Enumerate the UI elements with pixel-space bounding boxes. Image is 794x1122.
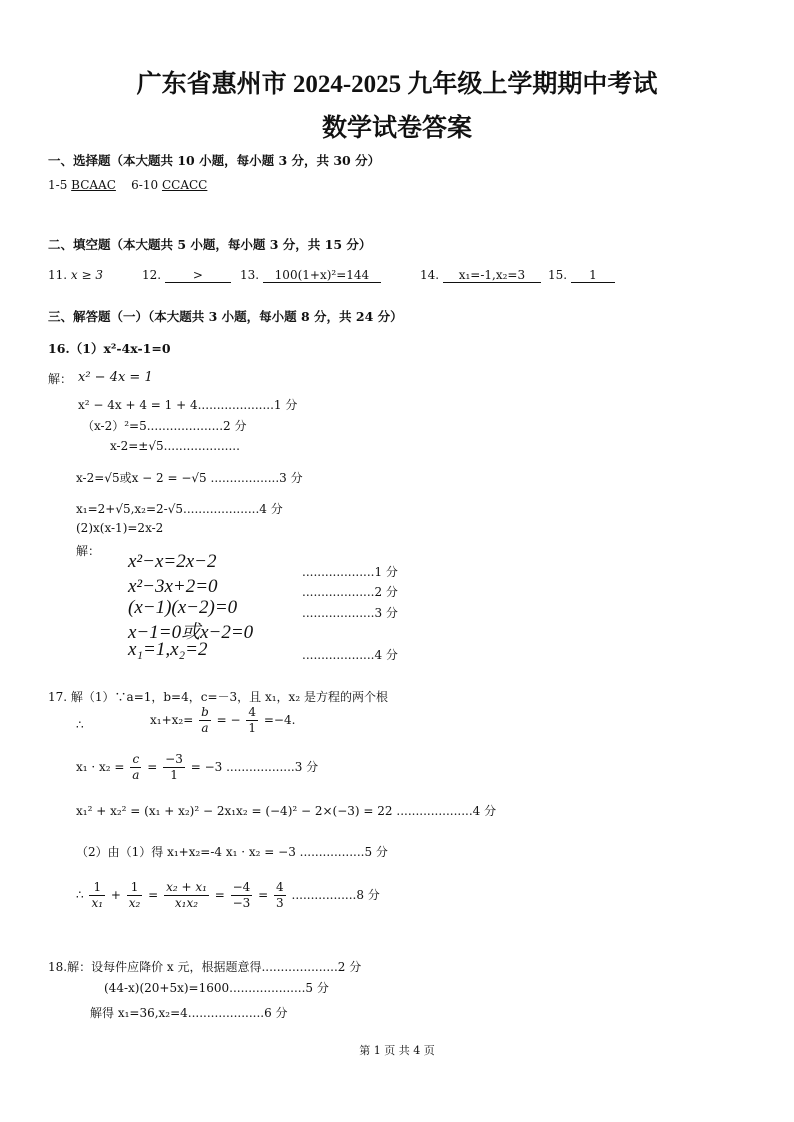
q16-score4: ...................4 分 [302,648,398,662]
q16-score1: ...................1 分 [302,565,398,579]
q18-line3: 解得 x₁=36,x₂=4....................6 分 [90,1006,288,1020]
q16-b1: x²−x=2x−2 [128,551,217,572]
q12 [142,268,231,283]
fraction-4-over-3: $\frac{4}{3}$ [276,880,284,910]
q14-num: 14. [420,268,440,282]
q14 [420,268,541,283]
q15 [548,268,615,283]
q17-line6 [76,880,380,911]
q18-line2: (44-x)(20+5x)=1600....................5 分 [104,981,329,995]
q16-score2: ...................2 分 [302,585,398,599]
q16-step6: x₁=2+√5,x₂=2-√5....................4 分 [76,502,283,516]
q17-prod-eq: = [147,760,158,774]
q16-b3: (x−1)(x−2)=0 [128,597,238,618]
q11-num: 11. [48,268,68,282]
q17-eq1: = [148,888,159,902]
fill-answers [48,268,103,282]
q12-num: 12. [142,268,162,282]
fraction-neg3-over-1: $\frac{-3}{1}$ [165,752,183,782]
q17-line3 [76,752,318,783]
q16-title: 16.（1）x²-4x-1=0 [48,341,171,356]
q16-b2: x²−3x+2=0 [128,576,218,597]
q17-therefore2: ∴ [76,888,84,902]
choice-answers [48,178,207,192]
q14-answer: x₁=-1,x₂=3 [443,268,541,283]
q16-b4: x−1=0或x−2=0 [128,622,254,643]
q17-prod-end: = −3 ..................3 分 [190,760,319,774]
choice-answer-6-10: CCACC [161,178,208,192]
choice-label-1-5: 1-5 [48,178,68,192]
exam-subtitle: 数学试卷答案 [321,115,472,142]
q17-sum-mid: = − [216,713,241,727]
q11-answer: x ≥ 3 [70,268,104,282]
q17-line2 [150,705,295,736]
fraction-sum-over-product: $\frac{\text{x₂ + x₁}}{\text{x₁x₂}}$ [166,880,207,910]
q16-score3: ...................3 分 [302,606,398,620]
q16-jie: 解： [48,372,73,386]
q17-prod-left: x₁ · x₂ = [76,760,125,774]
q16-step3: （x-2）²=5....................2 分 [82,419,247,433]
q12-answer: > [165,268,231,283]
q17-line5: （2）由（1）得 x₁+x₂=-4 x₁ · x₂ = −3 .................5 分 [76,845,388,859]
q17-score8: .................8 分 [291,888,380,902]
section-1-heading: 一、选择题（本大题共 10 小题，每小题 3 分，共 30 分） [48,153,381,168]
q16-step1: x² − 4x = 1 [78,370,153,385]
q16-step2: x² − 4x + 4 = 1 + 4....................1 分 [78,398,298,412]
q17-eq3: = [258,888,269,902]
fraction-1-over-x1: $\frac{1}{\text{x₁}}$ [91,880,104,910]
page-footer: 第 1 页 共 4 页 [359,1044,435,1057]
exam-title: 广东省惠州市 2024-2025 九年级上学期期中考试 [136,71,658,98]
section-3-heading: 三、解答题（一）（本大题共 3 小题，每小题 8 分，共 24 分） [48,309,403,324]
q17-plus: + [110,888,121,902]
q17-eq2: = [214,888,225,902]
section-2-heading: 二、填空题（本大题共 5 小题，每小题 3 分，共 15 分） [48,237,372,252]
q16-step4: x-2=±√5.................... [110,439,240,453]
q17-line1: 17. 解（1）∵a=1，b=4，c=－3，且 x₁，x₂ 是方程的两个根 [48,690,388,704]
choice-label-6-10: 6-10 [131,178,159,192]
q17-line4: x₁² + x₂² = (x₁ + x₂)² − 2x₁x₂ = (−4)² − 2×(−3) = 22 ....................4 分 [76,804,497,818]
fraction-4-over-1: $\frac{4}{1}$ [248,705,257,735]
q18-line1: 18.解：设每件应降价 x 元，根据题意得....................2 分 [48,960,362,974]
q16-jie2: 解： [76,544,101,558]
q15-answer: 1 [571,268,615,283]
q17-sum-left: x₁+x₂= [150,713,194,727]
choice-answer-1-5: BCAAC [71,178,116,192]
q16-b5: x₁=1,x₂=2 [128,639,208,660]
q16-part2: (2)x(x-1)=2x-2 [76,521,164,535]
q16-step5: x-2=√5或x − 2 = −√5 ..................3 分 [76,471,303,485]
q13-answer: 100(1+x)²=144 [263,268,381,283]
q15-num: 15. [548,268,568,282]
fraction-b-over-a: $\frac{b}{a}$ [201,705,209,735]
fraction-c-over-a: $\frac{c}{a}$ [132,752,140,782]
q17-sum-end: =−4. [263,713,296,727]
fraction-neg4-over-neg3: $\frac{-4}{-3}$ [232,880,251,910]
q13 [240,268,381,283]
q17-therefore: ∴ [76,718,84,732]
q13-num: 13. [240,268,260,282]
fraction-1-over-x2: $\frac{1}{\text{x₂}}$ [128,880,141,910]
